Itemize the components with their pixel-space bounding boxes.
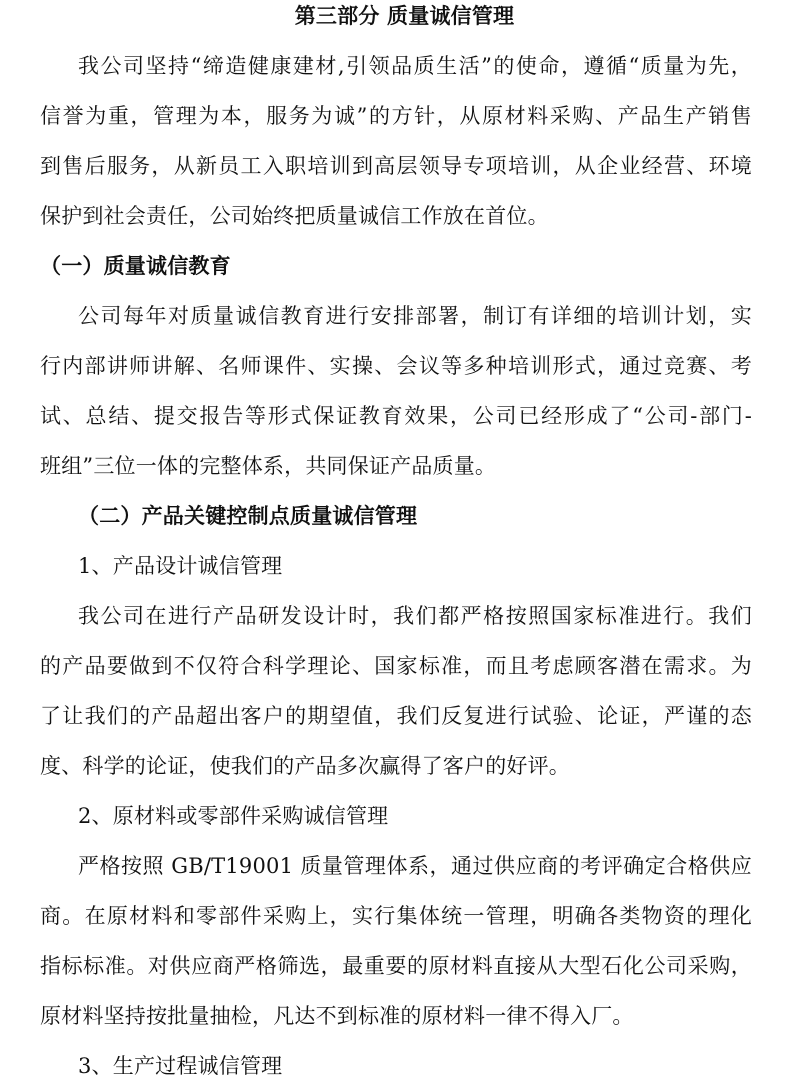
subsection-2-line-3: 指标标准。对供应商严格筛选，最重要的原材料直接从大型石化公司采购， (40, 954, 752, 978)
subsection-1-heading: 1、产品设计诚信管理 (78, 554, 283, 578)
subsection-2-line-1: 严格按照 GB/T19001 质量管理体系，通过供应商的考评确定合格供应 (78, 854, 752, 878)
section-1-line-2: 行内部讲师讲解、名师课件、实操、会议等多种培训形式，通过竞赛、考 (40, 354, 752, 378)
section-1-line-3: 试、总结、提交报告等形式保证教育效果，公司已经形成了“公司-部门- (40, 404, 752, 428)
section-1-line-4: 班组”三位一体的完整体系，共同保证产品质量。 (40, 454, 497, 478)
subsection-2-heading: 2、原材料或零部件采购诚信管理 (78, 804, 389, 828)
subsection-1-line-3: 了让我们的产品超出客户的期望值，我们反复进行试验、论证，严谨的态 (40, 704, 752, 728)
subsection-1-line-4: 度、科学的论证，使我们的产品多次赢得了客户的好评。 (40, 754, 570, 778)
subsection-3-heading: 3、生产过程诚信管理 (78, 1054, 283, 1078)
intro-line-3: 到售后服务，从新员工入职培训到高层领导专项培训，从企业经营、环境 (40, 154, 752, 178)
subsection-2-line-4: 原材料坚持按批量抽检，凡达不到标准的原材料一律不得入厂。 (40, 1004, 634, 1028)
section-1-heading: （一）质量诚信教育 (40, 253, 231, 278)
subsection-2-line-2: 商。在原材料和零部件采购上，实行集体统一管理，明确各类物资的理化 (40, 904, 752, 928)
intro-line-2: 信誉为重，管理为本，服务为诚”的方针，从原材料采购、产品生产销售 (40, 104, 752, 128)
section-2-heading: （二）产品关键控制点质量诚信管理 (78, 503, 418, 528)
section-1-line-1: 公司每年对质量诚信教育进行安排部署，制订有详细的培训计划，实 (78, 304, 752, 328)
subsection-1-line-1: 我公司在进行产品研发设计时，我们都严格按照国家标准进行。我们 (78, 604, 752, 628)
subsection-1-line-2: 的产品要做到不仅符合科学理论、国家标准，而且考虑顾客潜在需求。为 (40, 654, 752, 678)
intro-line-4: 保护到社会责任，公司始终把质量诚信工作放在首位。 (40, 204, 549, 228)
document-title: 第三部分 质量诚信管理 (294, 3, 515, 28)
intro-line-1: 我公司坚持“缔造健康建材,引领品质生活”的使命，遵循“质量为先， (78, 54, 752, 78)
